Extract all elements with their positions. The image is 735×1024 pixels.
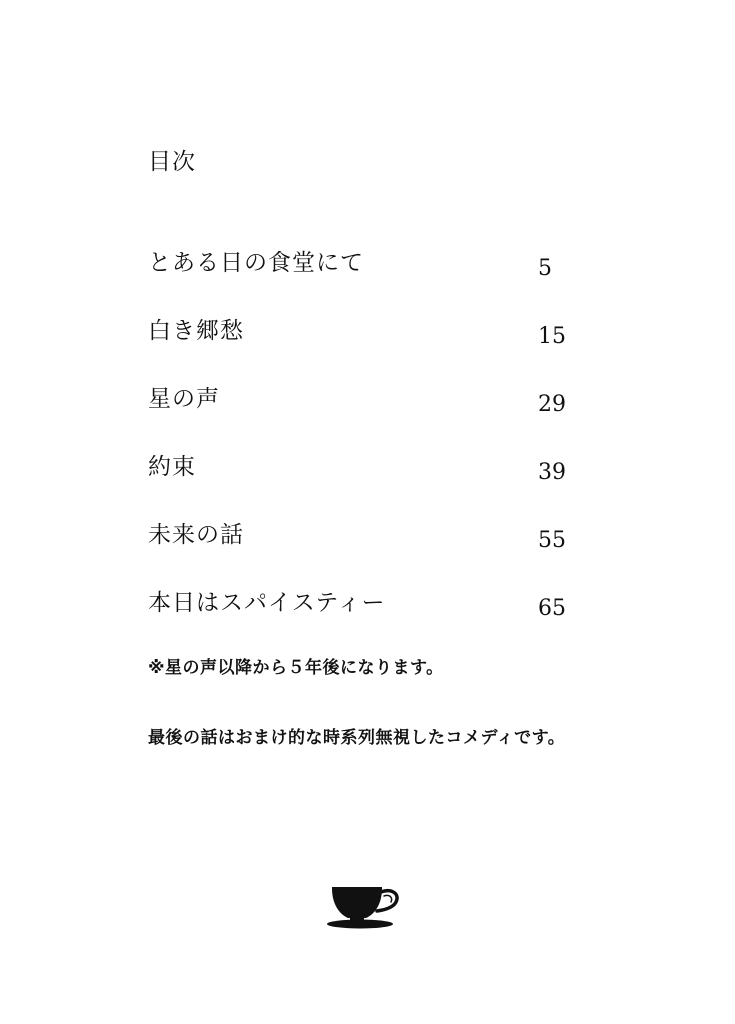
note-bonus-story: 最後の話はおまけ的な時系列無視したコメディです。 xyxy=(148,728,566,748)
toc-entry-6 xyxy=(148,586,588,654)
page-title: 目次 xyxy=(148,149,196,175)
toc-entry-page: 65 xyxy=(538,596,566,621)
toc-entry-1 xyxy=(148,246,588,314)
toc-entry-5 xyxy=(148,518,588,586)
toc-entry-title: 未来の話 xyxy=(148,522,244,548)
toc-entry-3 xyxy=(148,382,588,450)
toc-entry-title: とある日の食堂にて xyxy=(148,250,364,276)
toc-entry-page: 55 xyxy=(538,528,566,553)
toc-entry-2 xyxy=(148,314,588,382)
toc-entry-page: 39 xyxy=(538,460,566,485)
teacup-icon xyxy=(326,884,402,930)
note-timeline: ※星の声以降から５年後になります。 xyxy=(148,658,444,678)
toc-entry-4 xyxy=(148,450,588,518)
table-of-contents xyxy=(148,246,588,654)
toc-entry-page: 29 xyxy=(538,392,566,417)
toc-entry-title: 白き郷愁 xyxy=(148,318,244,344)
toc-entry-title: 約束 xyxy=(148,454,196,480)
toc-entry-page: 5 xyxy=(538,256,552,281)
toc-entry-page: 15 xyxy=(538,324,566,349)
toc-entry-title: 本日はスパイスティー xyxy=(148,590,386,616)
toc-entry-title: 星の声 xyxy=(148,386,220,412)
